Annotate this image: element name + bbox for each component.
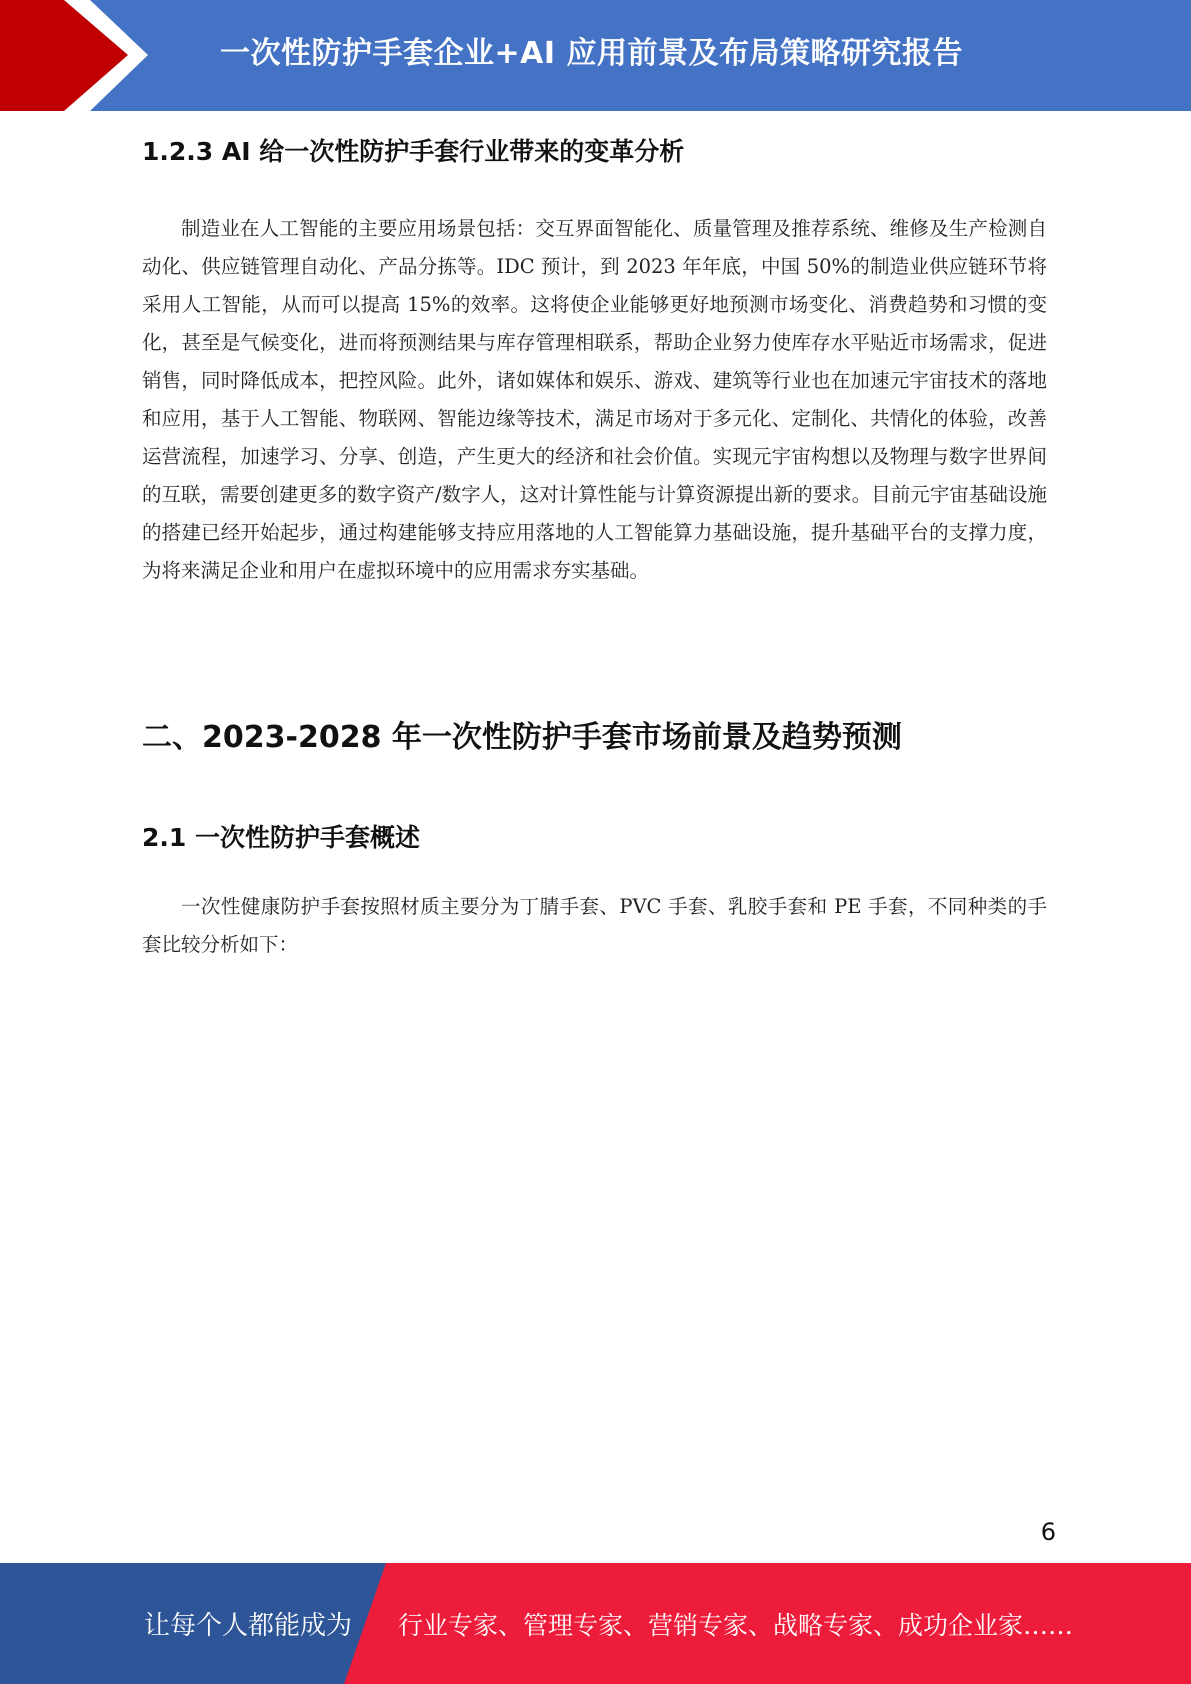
chapter-heading-2: 二、2023-2028 年一次性防护手套市场前景及趋势预测 — [142, 720, 902, 755]
page-number: 6 — [1040, 1518, 1056, 1546]
footer-slogan-left: 让每个人都能成为 — [144, 1611, 353, 1641]
section-heading-2-1: 2.1 一次性防护手套概述 — [142, 823, 420, 852]
report-title: 一次性防护手套企业+AI 应用前景及布局策略研究报告 — [220, 36, 963, 71]
section-paragraph-1-2-3: 制造业在人工智能的主要应用场景包括：交互界面智能化、质量管理及推荐系统、维修及生产检测自动化、供应链管理自动化、产品分拣等。IDC 预计，到 2023 年年底，中国 50%的制造业供应链环节将采用人工智能，从而可以提高 15%的效率。这将使企业能够更好地预测市场变化、消费趋势和习惯的变化，甚至是气候变化，进而将预测结果与库存管理相联系，帮助企业努力使库存水平贴近市场需求，促进销售，同时降低成本，把控风险。此外，诸如媒体和娱乐、游戏、建筑等行业也在加速元宇宙技术的落地和应用，基于人工智能、物联网、智能边缘等技术，满足市场对于多元化、定制化、共情化的体验，改善运营流程，加速学习、分享、创造，产生更大的经济和社会价值。实现元宇宙构想以及物理与数字世界间的互联，需要创建更多的数字资产/数字人，这对计算性能与计算资源提出新的要求。目前元宇宙基础设施的搭建已经开始起步，通过构建能够支持应用落地的人工智能算力基础设施，提升基础平台的支撑力度，为将来满足企业和用户在虚拟环境中的应用需求夯实基础。 — [142, 217, 1047, 582]
section-paragraph-2-1: 一次性健康防护手套按照材质主要分为丁腈手套、PVC 手套、乳胶手套和 PE 手套，不同种类的手套比较分析如下： — [142, 895, 1047, 956]
section-heading-1-2-3: 1.2.3 AI 给一次性防护手套行业带来的变革分析 — [142, 137, 685, 166]
header-red-chevron-icon — [0, 0, 160, 111]
footer-slogan-right: 行业专家、管理专家、营销专家、战略专家、成功企业家…… — [398, 1611, 1074, 1640]
footer-banner — [0, 1563, 1191, 1684]
header-banner — [0, 0, 1191, 111]
